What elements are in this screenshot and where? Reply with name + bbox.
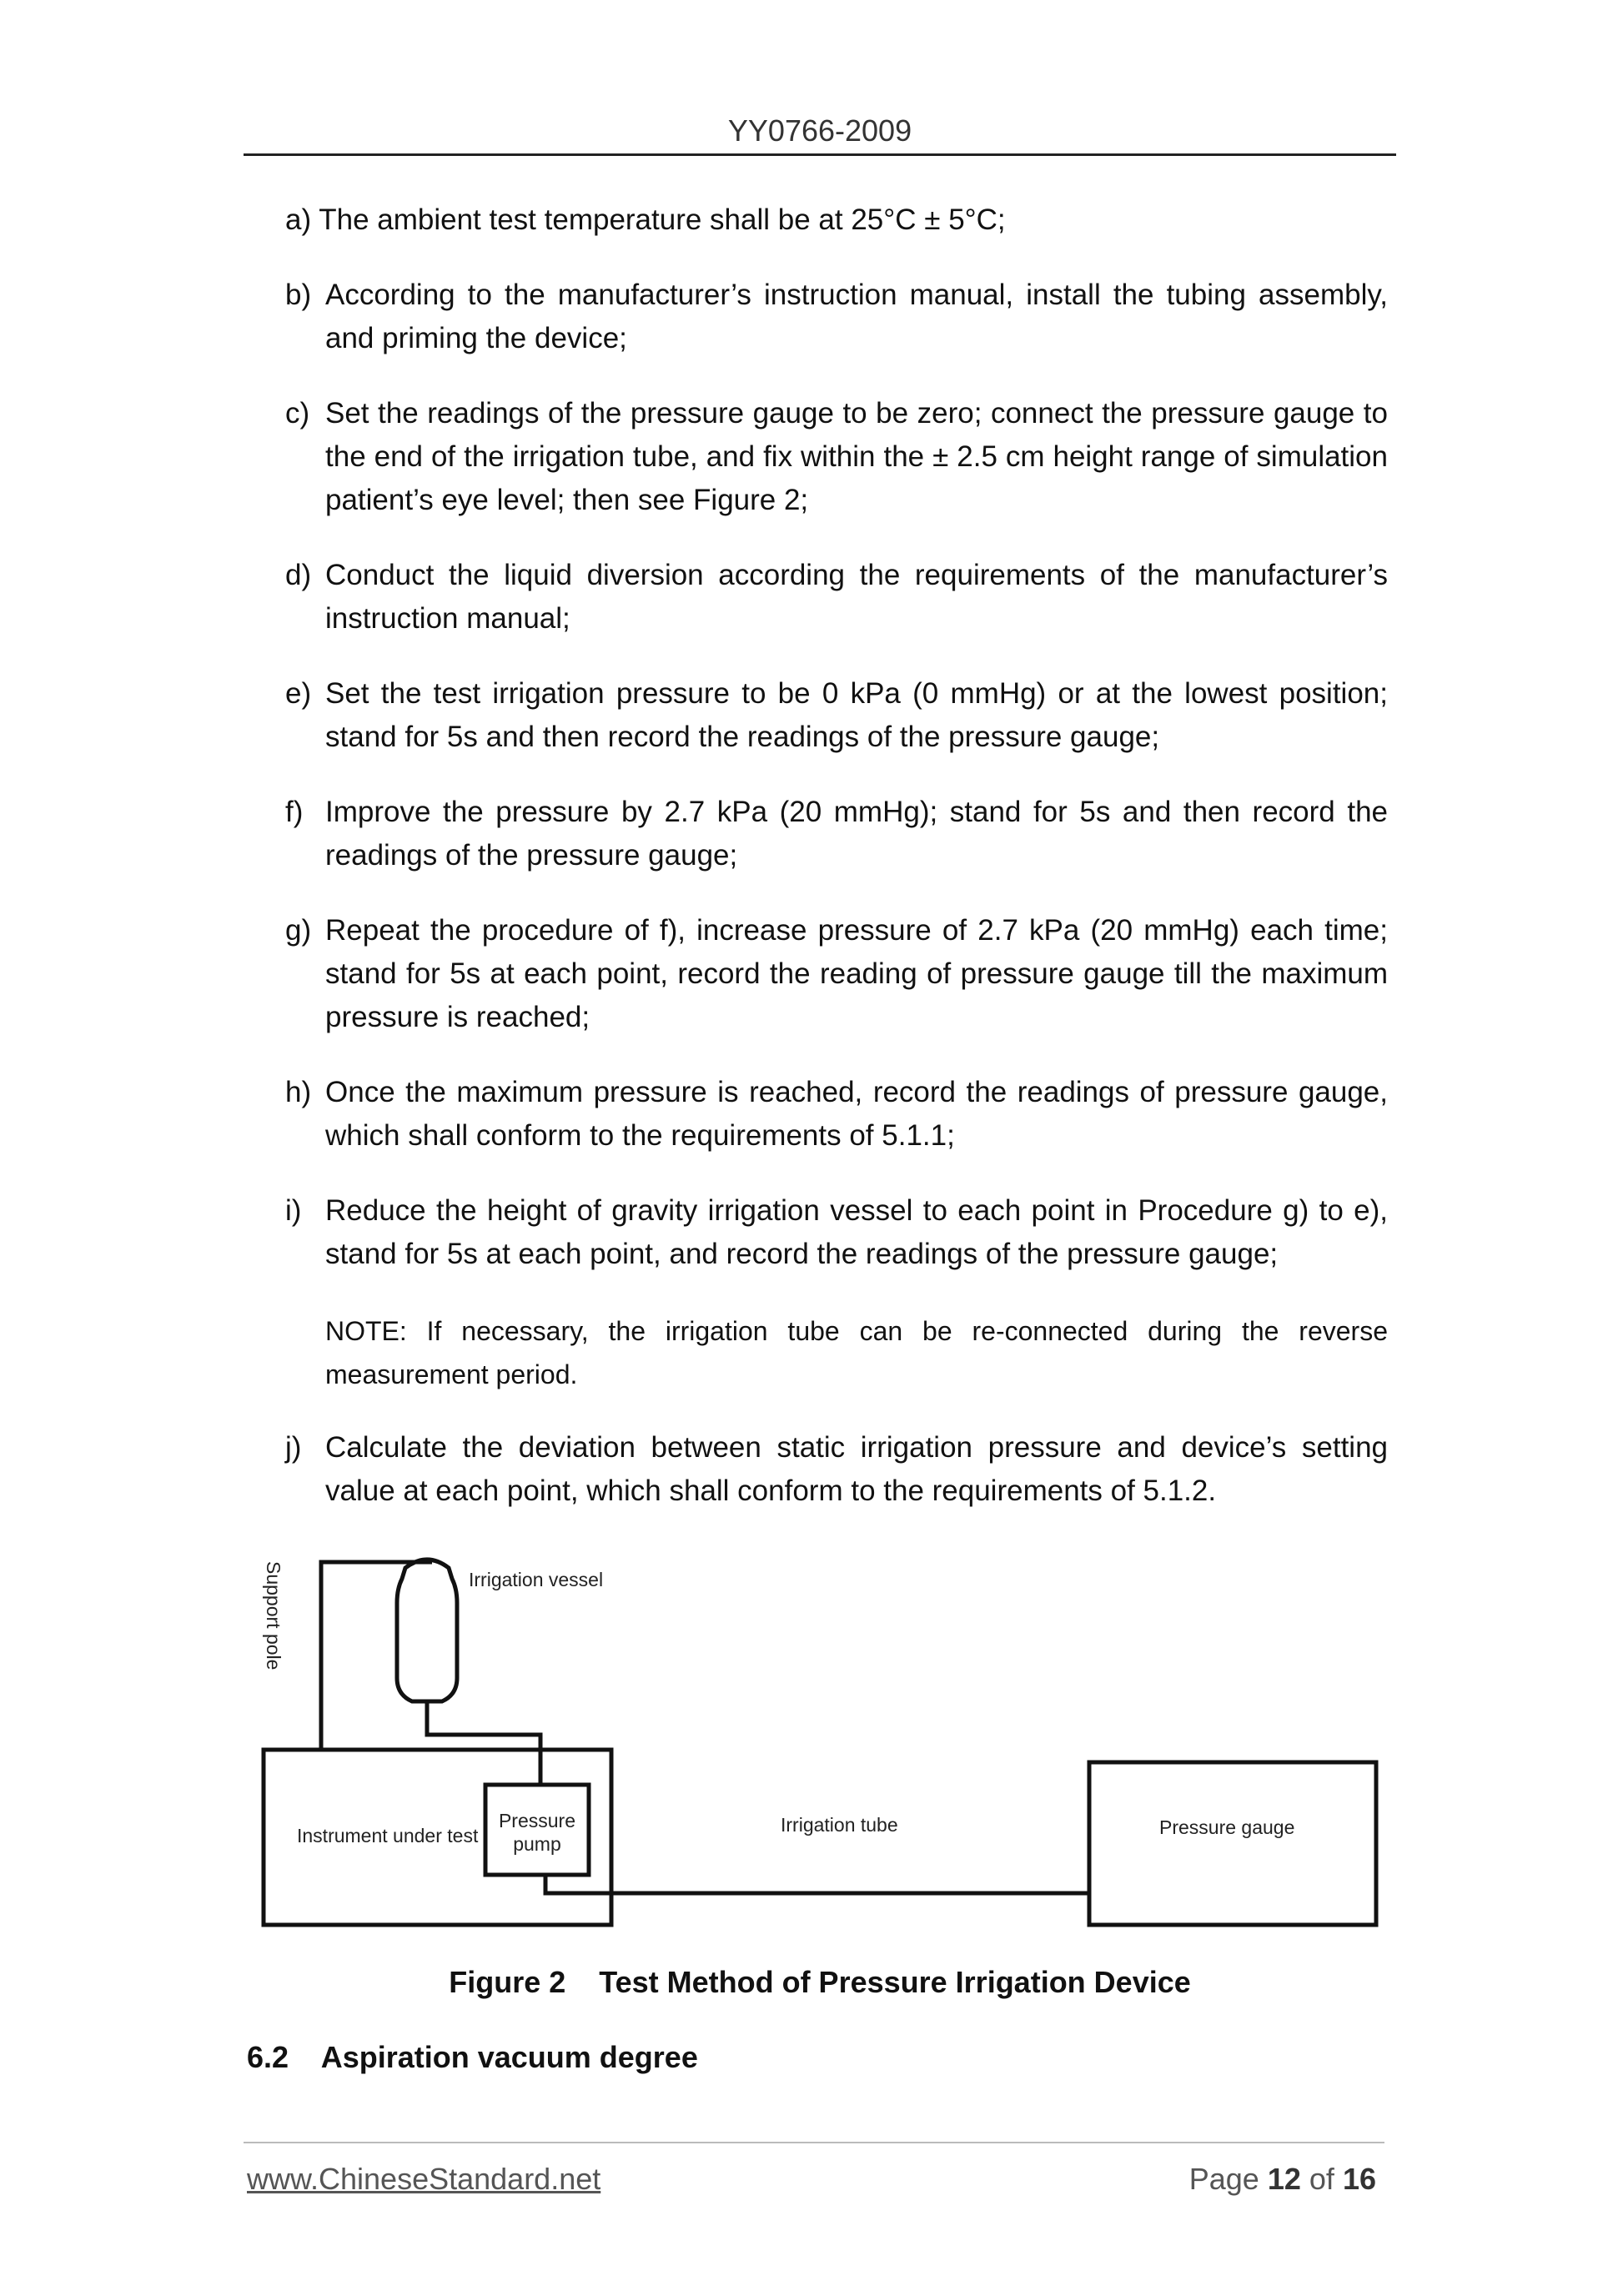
item-text: According to the manufacturer’s instruction manual, install the tubing assembly, and priming the device;: [325, 279, 1388, 354]
support-pole-label: Support pole: [263, 1561, 284, 1671]
item-label: e): [285, 677, 312, 710]
pressure-gauge-label: Pressure gauge: [1159, 1816, 1295, 1838]
item-label: d): [285, 559, 312, 591]
item-text: Improve the pressure by 2.7 kPa (20 mmHg); stand for 5s and then record the readings of the pressure gauge;: [325, 796, 1388, 872]
page-header: YY0766-2009: [727, 113, 912, 148]
pump-label-line1: Pressure: [498, 1810, 576, 1831]
vessel-to-pump-tube: [427, 1701, 540, 1785]
item-text: Set the readings of the pressure gauge to be zero; connect the pressure gauge to the end of the irrigation tube, and fix within the ± 2.5 cm height range of simulation patient’s eye level; then see Figure 2;: [325, 397, 1388, 516]
pump-label-line2: pump: [513, 1833, 561, 1855]
item-text: Repeat the procedure of f), increase pressure of 2.7 kPa (20 mmHg) each time; stand for 5s at each point, record the reading of pressure gauge till the maximum pressure is reached;: [325, 914, 1388, 1033]
footer-website-link[interactable]: www.ChineseStandard.net: [247, 2162, 601, 2196]
item-label: i): [285, 1194, 302, 1227]
item-label: b): [285, 279, 312, 311]
section-heading: 6.2 Aspiration vacuum degree: [247, 2040, 698, 2074]
instrument-label: Instrument under test: [297, 1825, 479, 1846]
irrigation-vessel-label: Irrigation vessel: [469, 1569, 604, 1590]
item-text: Once the maximum pressure is reached, record the readings of pressure gauge, which shall conform to the requirements of 5.1.1;: [325, 1076, 1388, 1152]
item-label: f): [285, 796, 304, 828]
note-text: NOTE: If necessary, the irrigation tube can be re-connected during the reverse measurement period.: [325, 1316, 1388, 1389]
item-text: The ambient test temperature shall be at 25°C ± 5°C;: [319, 203, 1006, 236]
figure-caption: Figure 2 Test Method of Pressure Irrigation Device: [449, 1965, 1191, 1999]
item-label: c): [285, 397, 310, 430]
item-label: a): [285, 203, 312, 236]
page-prefix: Page: [1188, 2162, 1259, 2196]
page-of: of: [1309, 2162, 1334, 2196]
item-text: Set the test irrigation pressure to be 0 kPa (0 mmHg) or at the lowest position; stand for 5s and then record the readings of the pressure gauge;: [325, 677, 1388, 753]
item-text: Conduct the liquid diversion according the requirements of the manufacturer’s instruction manual;: [325, 559, 1388, 635]
item-label: g): [285, 914, 312, 947]
item-text: Calculate the deviation between static irrigation pressure and device’s setting value at each point, which shall conform to the requirements of 5.1.2.: [325, 1431, 1388, 1507]
irrigation-vessel-icon: [397, 1560, 457, 1701]
item-label: h): [285, 1076, 312, 1108]
irrigation-tube-label: Irrigation tube: [781, 1814, 898, 1836]
support-pole: [321, 1562, 432, 1750]
page-total: 16: [1342, 2162, 1376, 2196]
page-current: 12: [1267, 2162, 1301, 2196]
irrigation-tube-line: [545, 1875, 1091, 1893]
pressure-gauge-box: [1089, 1762, 1376, 1925]
footer-rule: [244, 2142, 1384, 2143]
item-text: Reduce the height of gravity irrigation vessel to each point in Procedure g) to e), stand for 5s at each point, and record the readings of the pressure gauge;: [325, 1194, 1388, 1270]
item-label: j): [285, 1431, 302, 1464]
page-number: [1184, 2162, 1376, 2197]
